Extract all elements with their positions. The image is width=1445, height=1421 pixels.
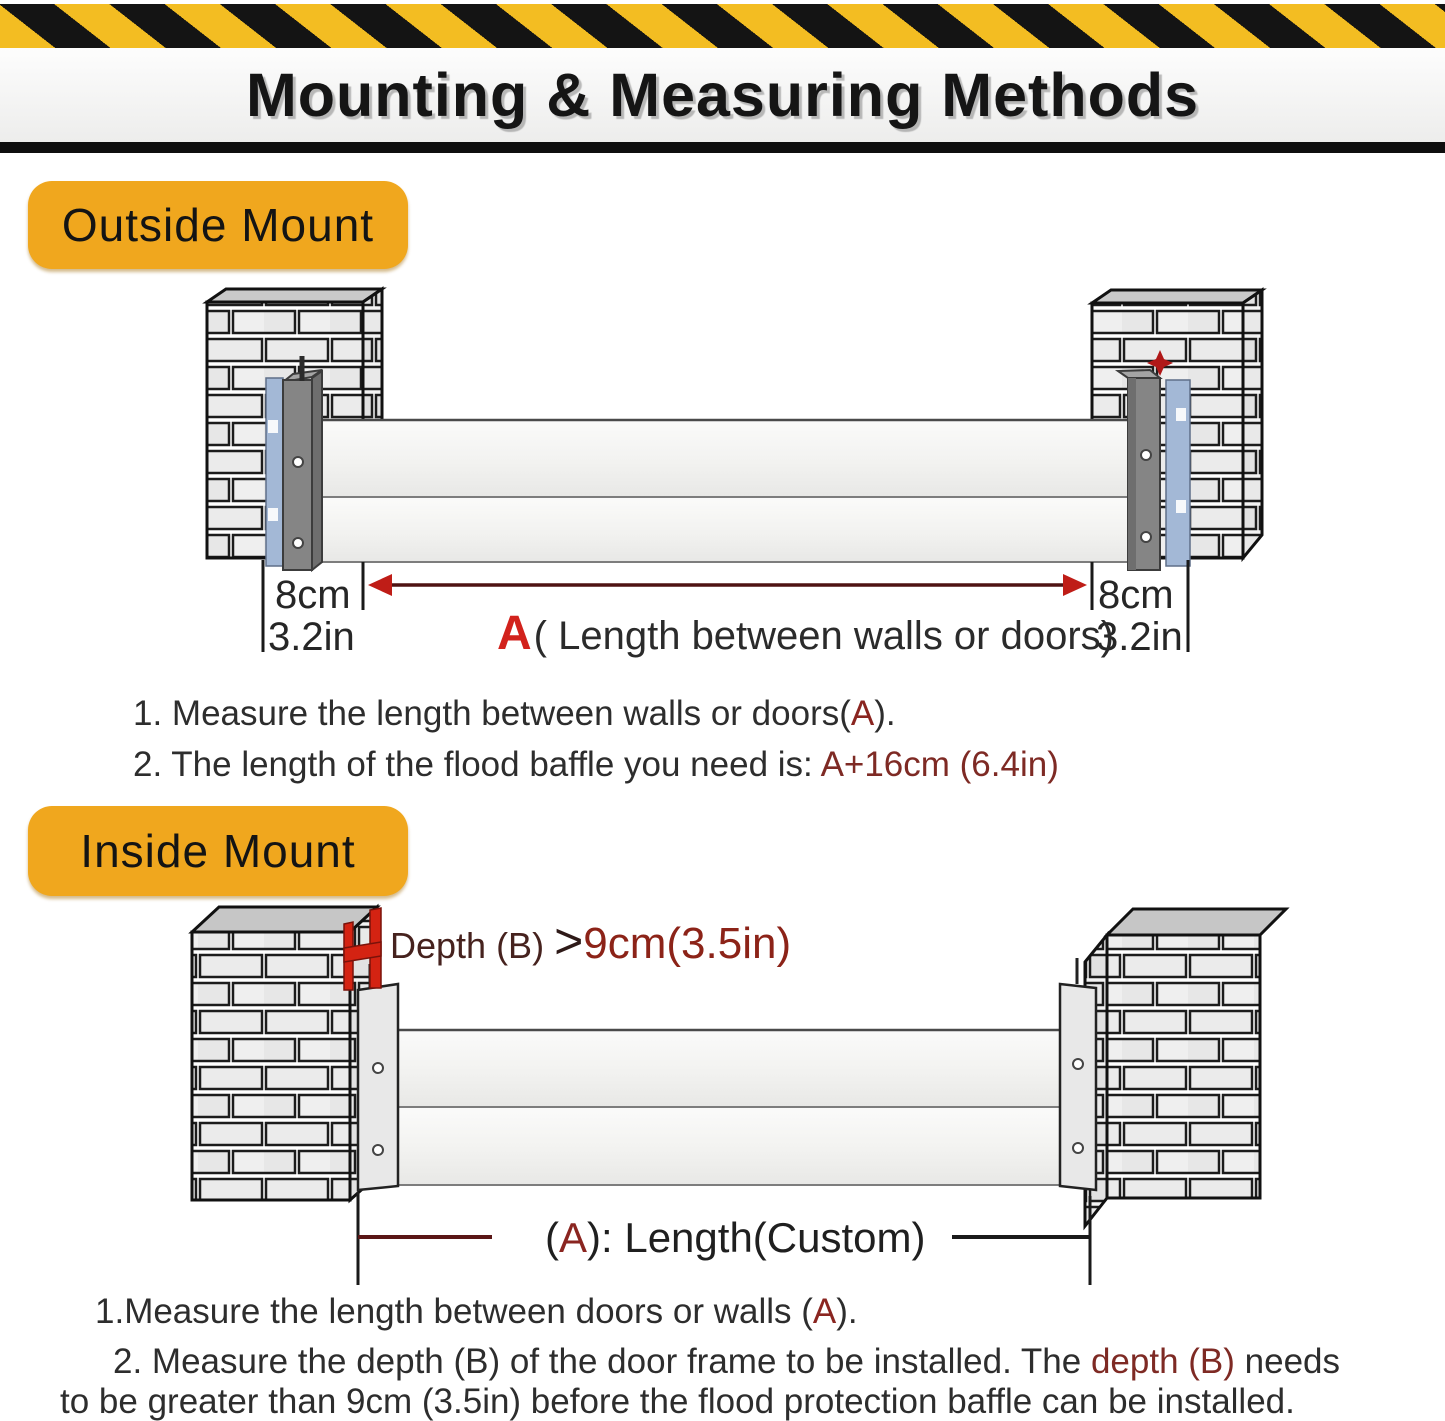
inside-step-2-cont: to be greater than 9cm (3.5in) before the flood protection baffle can be installed.	[60, 1382, 1295, 1421]
flood-barrier-planks	[322, 420, 1130, 562]
inside-step-1: 1.Measure the length between doors or walls (A).	[95, 1292, 858, 1331]
length-label: (A): Length(Custom)	[545, 1214, 926, 1261]
flood-barrier-planks	[398, 1030, 1060, 1185]
hazard-stripes	[0, 4, 1445, 48]
outside-step-1: 1. Measure the length between walls or doors(A).	[133, 694, 896, 733]
arrowhead-right	[1063, 574, 1087, 596]
screw-hole	[1073, 1143, 1083, 1153]
hazard-banner	[0, 0, 1445, 153]
arrowhead-left	[368, 574, 392, 596]
outside-mount-diagram	[0, 270, 1445, 670]
page-title: Mounting & Measuring Methods	[245, 61, 1200, 129]
right-dim-in: 3.2in	[1096, 615, 1183, 659]
right-seal-strip	[1166, 380, 1190, 566]
screw-hole	[1141, 450, 1151, 460]
screw-hole	[1073, 1059, 1083, 1069]
right-mounting-bracket	[1118, 350, 1190, 570]
title-band	[0, 48, 1445, 142]
inside-mount-badge	[28, 806, 408, 896]
outside-mount-badge	[28, 181, 408, 269]
depth-label: Depth (B) >9cm(3.5in)	[390, 913, 792, 969]
left-mounting-bracket	[266, 356, 322, 570]
inside-mount-badge-label: Inside Mount	[80, 825, 356, 877]
left-dim-in: 3.2in	[268, 615, 355, 659]
screw-hole	[293, 457, 303, 467]
inside-right-pillar	[1085, 909, 1286, 1226]
inside-step-2: 2. Measure the depth (B) of the door frame to be installed. The depth (B) needs	[113, 1342, 1341, 1381]
banner-divider	[0, 142, 1445, 153]
screw-hole	[373, 1063, 383, 1073]
screw-hole	[293, 538, 303, 548]
screw-hole	[1141, 532, 1151, 542]
left-dim-cm: 8cm	[275, 573, 351, 617]
outside-mount-badge-label: Outside Mount	[61, 199, 375, 251]
inside-mount-diagram	[0, 900, 1445, 1290]
outside-step-2: 2. The length of the flood baffle you need is: A+16cm (6.4in)	[133, 745, 1059, 784]
screw-hole	[373, 1145, 383, 1155]
left-seal-strip	[266, 378, 283, 566]
span-arrow	[368, 574, 1087, 596]
right-dim-cm: 8cm	[1098, 573, 1174, 617]
span-length-label: A( Length between walls or doors)	[497, 607, 1114, 660]
left-channel-post	[358, 964, 398, 1190]
right-channel-post	[1060, 958, 1096, 1190]
